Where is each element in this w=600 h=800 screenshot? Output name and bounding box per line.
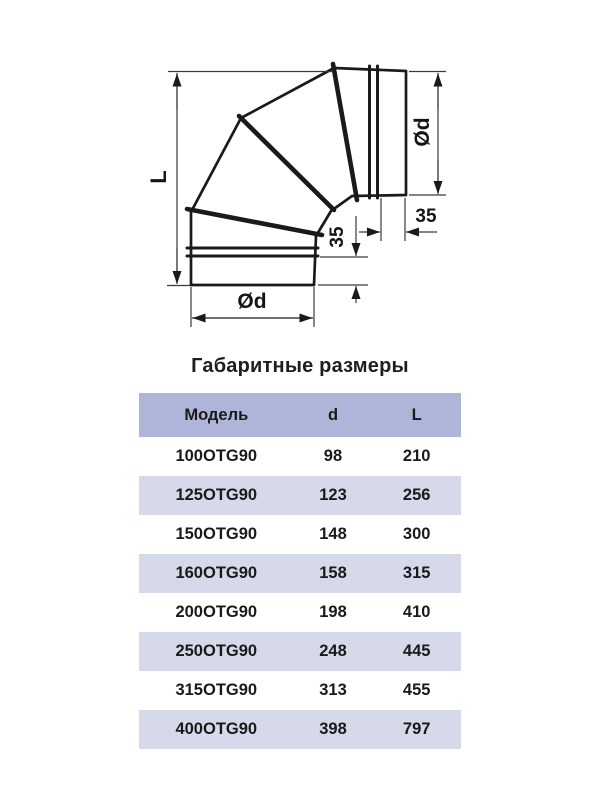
- dim-label-d-outlet: Ød: [411, 117, 434, 147]
- seam-bottom: [187, 209, 322, 235]
- table-row: [139, 437, 461, 476]
- d-cell: 148: [319, 525, 347, 543]
- l-cell: 797: [402, 720, 431, 738]
- d-cell: 198: [319, 603, 347, 621]
- l-cell: 455: [402, 681, 431, 699]
- dimension-lines: [167, 72, 446, 328]
- d-cell: 398: [319, 720, 347, 738]
- table-row: [139, 632, 461, 671]
- table-row: [139, 476, 461, 515]
- dim-label-L: L: [146, 170, 171, 184]
- l-cell: 210: [402, 447, 431, 465]
- table-row: [139, 671, 461, 710]
- d-cell: 98: [323, 447, 343, 465]
- l-cell: 445: [402, 642, 431, 660]
- dim-label-35-inlet: 35: [327, 226, 348, 248]
- model-cell: 250OTG90: [175, 642, 258, 660]
- table-row: [139, 554, 461, 593]
- dim-label-35-outlet: 35: [415, 206, 437, 227]
- d-cell: 248: [319, 642, 347, 660]
- elbow-body: [187, 64, 406, 285]
- dim-label-d-inlet: Ød: [237, 290, 267, 313]
- d-cell: 123: [319, 486, 347, 504]
- d-cell: 313: [319, 681, 347, 699]
- column-header-model: Модель: [184, 405, 249, 424]
- model-cell: 200OTG90: [175, 603, 258, 621]
- table-row: [139, 593, 461, 632]
- table-row: [139, 710, 461, 749]
- model-cell: 125OTG90: [175, 486, 258, 504]
- column-header-d: d: [327, 405, 339, 424]
- model-cell: 315OTG90: [175, 681, 258, 699]
- gore-seams: [187, 64, 357, 235]
- seam-top: [333, 64, 357, 200]
- l-cell: 315: [402, 564, 431, 582]
- l-cell: 256: [402, 486, 431, 504]
- elbow-technical-drawing: [0, 0, 600, 345]
- model-cell: 150OTG90: [175, 525, 258, 543]
- l-cell: 300: [402, 525, 431, 543]
- dimensions-table: [139, 393, 461, 749]
- table-header-row: [139, 393, 461, 437]
- dimensions-title: Габаритные размеры: [191, 355, 409, 377]
- column-header-L: L: [411, 405, 422, 424]
- table-row: [139, 515, 461, 554]
- l-cell: 410: [402, 603, 431, 621]
- model-cell: 400OTG90: [175, 720, 258, 738]
- model-cell: 100OTG90: [175, 447, 258, 465]
- model-cell: 160OTG90: [175, 564, 258, 582]
- d-cell: 158: [319, 564, 347, 582]
- seam-middle: [239, 116, 334, 210]
